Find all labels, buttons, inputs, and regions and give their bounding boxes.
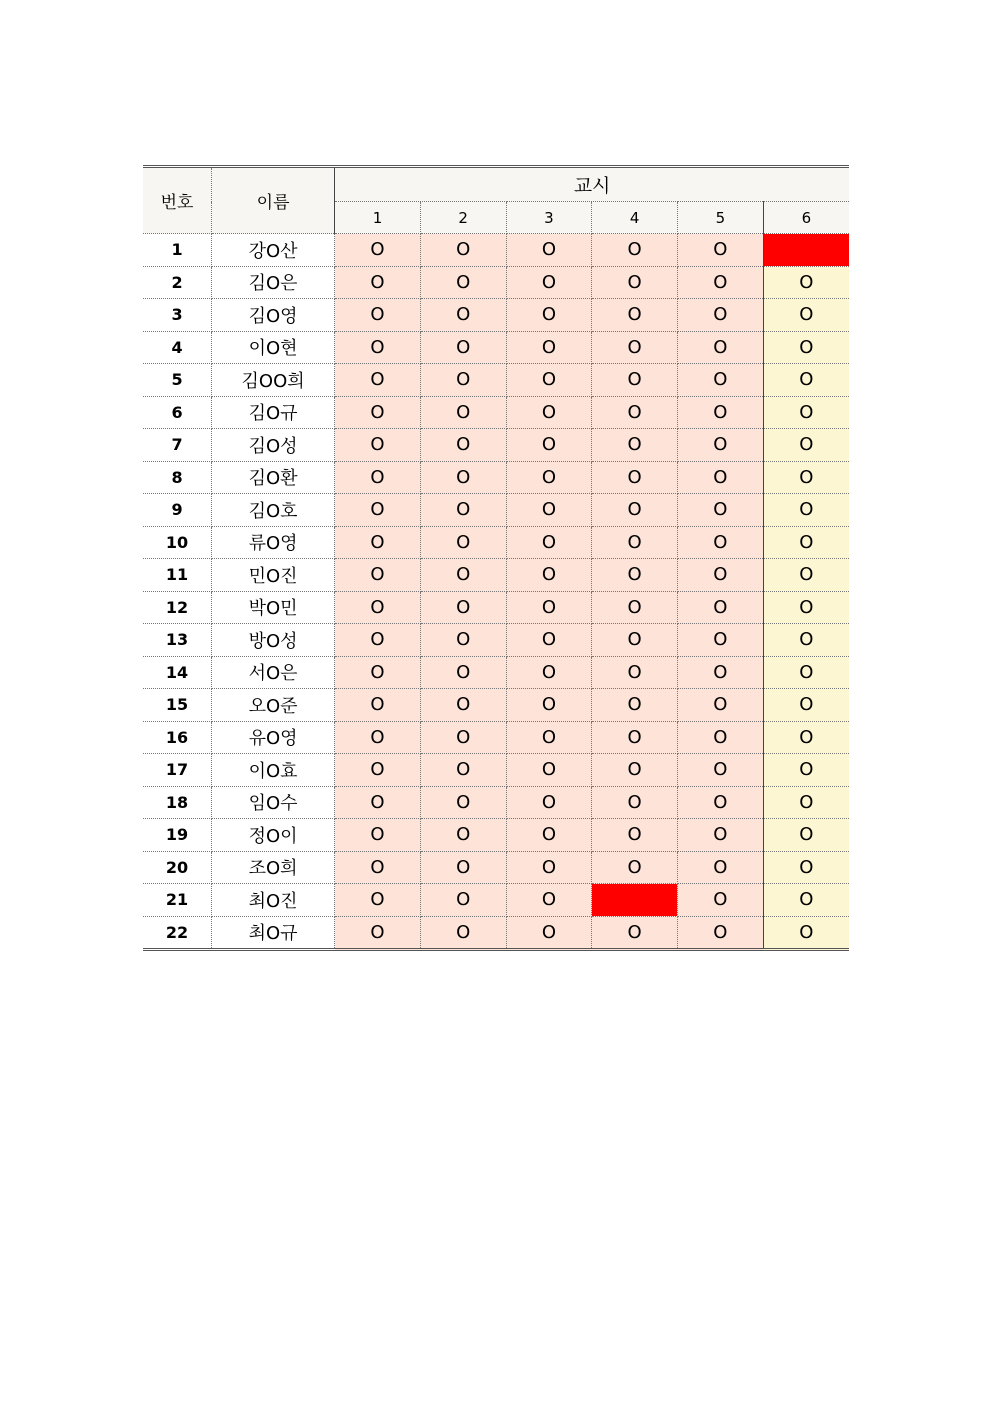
attendance-mark: O [335, 299, 421, 332]
attendance-mark: O [763, 624, 849, 657]
student-name: 김O성 [212, 429, 335, 462]
table-row [143, 689, 849, 722]
attendance-mark: O [420, 234, 506, 267]
attendance-mark: O [592, 234, 678, 267]
attendance-mark: O [420, 526, 506, 559]
attendance-mark: O [763, 786, 849, 819]
student-name: 서O은 [212, 656, 335, 689]
attendance-mark: O [506, 819, 592, 852]
period-header-6: 6 [763, 202, 849, 234]
table-row [143, 721, 849, 754]
attendance-mark: O [677, 624, 763, 657]
attendance-mark: O [592, 916, 678, 950]
attendance-mark: O [592, 754, 678, 787]
period-header-2: 2 [420, 202, 506, 234]
attendance-mark: O [677, 331, 763, 364]
attendance-mark: O [592, 364, 678, 397]
table-row [143, 429, 849, 462]
attendance-mark: O [335, 916, 421, 950]
attendance-mark: O [420, 916, 506, 950]
student-name: 민O진 [212, 559, 335, 592]
attendance-mark: O [677, 234, 763, 267]
attendance-mark: O [420, 721, 506, 754]
attendance-mark: O [763, 494, 849, 527]
attendance-mark: O [506, 299, 592, 332]
attendance-mark: O [592, 429, 678, 462]
attendance-mark: O [420, 689, 506, 722]
header-period: 교시 [335, 167, 849, 202]
attendance-mark: O [506, 754, 592, 787]
student-number: 19 [143, 819, 212, 852]
table-row [143, 884, 849, 917]
student-number: 16 [143, 721, 212, 754]
attendance-mark: O [592, 559, 678, 592]
attendance-mark: O [506, 721, 592, 754]
table-row [143, 656, 849, 689]
student-name: 이O효 [212, 754, 335, 787]
attendance-mark: O [420, 559, 506, 592]
attendance-mark: O [677, 266, 763, 299]
attendance-mark: O [420, 624, 506, 657]
attendance-mark: O [677, 916, 763, 950]
attendance-mark: O [677, 689, 763, 722]
attendance-mark: O [506, 624, 592, 657]
attendance-mark: O [763, 461, 849, 494]
attendance-mark: O [335, 234, 421, 267]
attendance-mark: O [763, 916, 849, 950]
attendance-mark: O [506, 851, 592, 884]
attendance-mark: O [420, 819, 506, 852]
attendance-mark: O [420, 461, 506, 494]
attendance-mark: O [420, 299, 506, 332]
student-name: 정O이 [212, 819, 335, 852]
attendance-mark: O [335, 754, 421, 787]
table-header [143, 167, 849, 234]
attendance-mark: O [420, 266, 506, 299]
attendance-mark: O [420, 331, 506, 364]
student-number: 1 [143, 234, 212, 267]
student-name: 이O현 [212, 331, 335, 364]
attendance-mark: O [592, 624, 678, 657]
student-number: 10 [143, 526, 212, 559]
student-name: 조O희 [212, 851, 335, 884]
student-name: 최O규 [212, 916, 335, 950]
student-number: 8 [143, 461, 212, 494]
student-number: 3 [143, 299, 212, 332]
student-number: 20 [143, 851, 212, 884]
attendance-mark: O [335, 624, 421, 657]
attendance-mark: O [763, 266, 849, 299]
absent-cell [592, 884, 678, 917]
table-row [143, 494, 849, 527]
attendance-mark: O [335, 364, 421, 397]
attendance-mark: O [677, 851, 763, 884]
table-row [143, 234, 849, 267]
table-row [143, 331, 849, 364]
table-row [143, 461, 849, 494]
period-header-5: 5 [677, 202, 763, 234]
student-name: 김O호 [212, 494, 335, 527]
attendance-mark: O [677, 396, 763, 429]
attendance-mark: O [763, 559, 849, 592]
attendance-mark: O [763, 591, 849, 624]
table-row [143, 299, 849, 332]
attendance-mark: O [592, 591, 678, 624]
attendance-mark: O [763, 754, 849, 787]
attendance-mark: O [677, 786, 763, 819]
attendance-mark: O [506, 331, 592, 364]
attendance-mark: O [592, 299, 678, 332]
attendance-mark: O [335, 721, 421, 754]
student-name: 박O민 [212, 591, 335, 624]
table-row [143, 624, 849, 657]
absent-cell [763, 234, 849, 267]
student-number: 6 [143, 396, 212, 429]
student-name: 김OO희 [212, 364, 335, 397]
attendance-mark: O [335, 786, 421, 819]
attendance-mark: O [506, 884, 592, 917]
attendance-mark: O [763, 721, 849, 754]
student-name: 임O수 [212, 786, 335, 819]
attendance-mark: O [592, 721, 678, 754]
student-number: 4 [143, 331, 212, 364]
attendance-mark: O [592, 461, 678, 494]
attendance-mark: O [506, 396, 592, 429]
attendance-mark: O [420, 754, 506, 787]
student-number: 22 [143, 916, 212, 950]
attendance-mark: O [506, 916, 592, 950]
attendance-mark: O [592, 494, 678, 527]
attendance-mark: O [592, 331, 678, 364]
attendance-mark: O [763, 364, 849, 397]
student-name: 김O은 [212, 266, 335, 299]
attendance-mark: O [592, 656, 678, 689]
attendance-mark: O [592, 689, 678, 722]
attendance-mark: O [592, 819, 678, 852]
attendance-mark: O [677, 299, 763, 332]
table-row [143, 591, 849, 624]
attendance-mark: O [763, 884, 849, 917]
student-rows [143, 234, 849, 950]
attendance-mark: O [420, 786, 506, 819]
attendance-mark: O [335, 851, 421, 884]
attendance-mark: O [335, 559, 421, 592]
attendance-mark: O [335, 266, 421, 299]
attendance-mark: O [763, 689, 849, 722]
attendance-mark: O [677, 559, 763, 592]
attendance-mark: O [335, 526, 421, 559]
student-name: 김O환 [212, 461, 335, 494]
attendance-mark: O [763, 299, 849, 332]
table-row [143, 819, 849, 852]
table-row [143, 851, 849, 884]
student-name: 최O진 [212, 884, 335, 917]
attendance-mark: O [420, 656, 506, 689]
attendance-mark: O [677, 429, 763, 462]
attendance-mark: O [335, 461, 421, 494]
attendance-mark: O [677, 721, 763, 754]
attendance-mark: O [677, 754, 763, 787]
attendance-mark: O [335, 819, 421, 852]
attendance-mark: O [763, 396, 849, 429]
attendance-mark: O [677, 364, 763, 397]
attendance-mark: O [763, 429, 849, 462]
attendance-mark: O [506, 591, 592, 624]
attendance-mark: O [335, 884, 421, 917]
attendance-mark: O [506, 786, 592, 819]
attendance-mark: O [677, 591, 763, 624]
attendance-mark: O [677, 884, 763, 917]
attendance-mark: O [506, 559, 592, 592]
attendance-mark: O [763, 526, 849, 559]
attendance-mark: O [677, 656, 763, 689]
attendance-mark: O [506, 364, 592, 397]
student-number: 14 [143, 656, 212, 689]
student-number: 11 [143, 559, 212, 592]
attendance-mark: O [763, 656, 849, 689]
attendance-mark: O [420, 591, 506, 624]
student-number: 9 [143, 494, 212, 527]
attendance-mark: O [420, 494, 506, 527]
attendance-mark: O [335, 429, 421, 462]
attendance-mark: O [420, 429, 506, 462]
attendance-mark: O [420, 396, 506, 429]
attendance-mark: O [677, 526, 763, 559]
table-row [143, 396, 849, 429]
attendance-mark: O [763, 331, 849, 364]
attendance-mark: O [335, 656, 421, 689]
student-number: 15 [143, 689, 212, 722]
attendance-mark: O [506, 461, 592, 494]
table-row [143, 559, 849, 592]
attendance-mark: O [506, 234, 592, 267]
attendance-mark: O [335, 591, 421, 624]
attendance-mark: O [506, 689, 592, 722]
attendance-mark: O [677, 461, 763, 494]
attendance-mark: O [763, 851, 849, 884]
attendance-mark: O [420, 364, 506, 397]
table-row [143, 786, 849, 819]
attendance-mark: O [420, 884, 506, 917]
student-name: 강O산 [212, 234, 335, 267]
attendance-table [143, 165, 849, 951]
period-header-3: 3 [506, 202, 592, 234]
table-row [143, 266, 849, 299]
attendance-mark: O [506, 266, 592, 299]
attendance-mark: O [592, 266, 678, 299]
period-header-1: 1 [335, 202, 421, 234]
attendance-mark: O [506, 526, 592, 559]
attendance-mark: O [335, 494, 421, 527]
table-row [143, 364, 849, 397]
student-number: 7 [143, 429, 212, 462]
student-name: 김O규 [212, 396, 335, 429]
table-row [143, 754, 849, 787]
attendance-mark: O [592, 396, 678, 429]
student-number: 21 [143, 884, 212, 917]
period-header-4: 4 [592, 202, 678, 234]
attendance-mark: O [420, 851, 506, 884]
student-number: 2 [143, 266, 212, 299]
student-number: 12 [143, 591, 212, 624]
student-name: 김O영 [212, 299, 335, 332]
attendance-mark: O [506, 656, 592, 689]
student-number: 13 [143, 624, 212, 657]
student-name: 유O영 [212, 721, 335, 754]
student-name: 방O성 [212, 624, 335, 657]
attendance-mark: O [335, 331, 421, 364]
attendance-mark: O [335, 396, 421, 429]
student-name: 오O준 [212, 689, 335, 722]
student-name: 류O영 [212, 526, 335, 559]
attendance-mark: O [335, 689, 421, 722]
attendance-mark: O [677, 494, 763, 527]
table-row [143, 916, 849, 950]
attendance-mark: O [592, 851, 678, 884]
attendance-mark: O [592, 526, 678, 559]
student-number: 5 [143, 364, 212, 397]
attendance-mark: O [506, 494, 592, 527]
table-row [143, 526, 849, 559]
attendance-mark: O [677, 819, 763, 852]
attendance-mark: O [506, 429, 592, 462]
attendance-mark: O [592, 786, 678, 819]
student-number: 18 [143, 786, 212, 819]
header-number: 번호 [143, 167, 212, 234]
student-number: 17 [143, 754, 212, 787]
attendance-mark: O [763, 819, 849, 852]
header-name: 이름 [212, 167, 335, 234]
